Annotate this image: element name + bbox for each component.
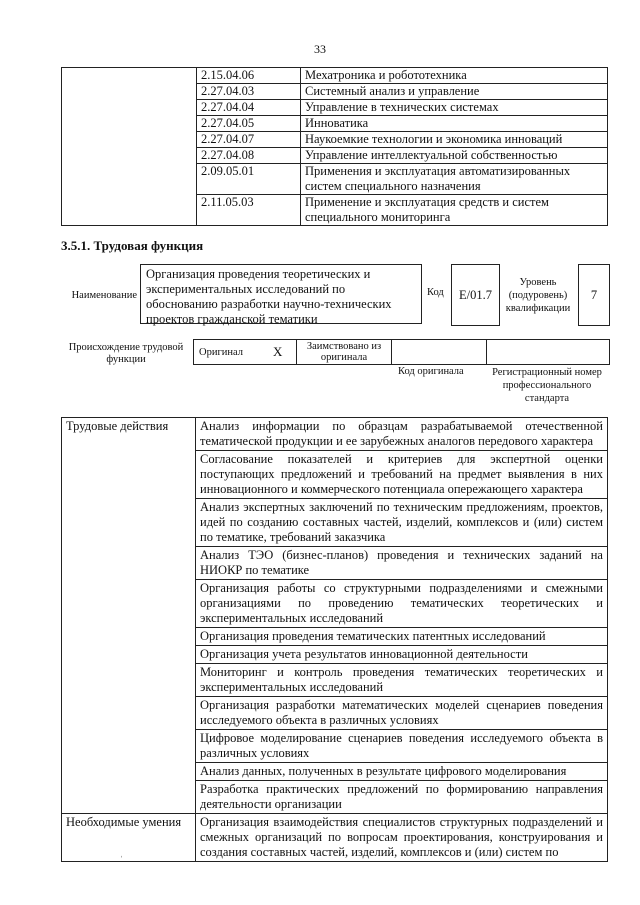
reg-number-cell bbox=[487, 340, 610, 365]
original-mark: X bbox=[268, 340, 297, 365]
stray-mark: ˈ bbox=[120, 855, 124, 866]
labor-action-row-text: Организация проведения тематических патентных исследований bbox=[196, 628, 608, 646]
specialty-name: Управление интеллектуальной собственностью bbox=[301, 148, 608, 164]
labor-action-row-text: Разработка практических предложений по формированию направления деятельности организации bbox=[196, 781, 608, 814]
reg-number-label: Регистрационный номер профессионального стандарта bbox=[492, 367, 602, 404]
labor_actions-label: Трудовые действия bbox=[62, 418, 196, 814]
empty-cell bbox=[62, 68, 197, 226]
function-code: E/01.7 bbox=[451, 264, 500, 326]
labor-action-row-text: Анализ данных, полученных в результате цифрового моделирования bbox=[196, 763, 608, 781]
labor-action-row-text: Согласование показателей и критериев для экспертной оценки поступающих предложений и требований на предмет выявления в них инновационного и коммерческого потенциала опережающего характера bbox=[196, 451, 608, 499]
specialty-code: 2.27.04.03 bbox=[197, 84, 301, 100]
origin-label: Происхождение трудовой функции bbox=[68, 342, 184, 365]
skill-row-text: Организация взаимодействия специалистов структурных подразделений и смежных организаций по вопросам проектирования, конструирования и создания составных частей, изделий, комплексов и (или) систем по bbox=[196, 814, 608, 862]
labor-function-table bbox=[61, 417, 608, 862]
origin-table bbox=[193, 339, 610, 365]
labor-action-row-text: Организация разработки математических моделей сценариев поведения исследуемого объекта в различных условиях bbox=[196, 697, 608, 730]
specialty-code: 2.09.05.01 bbox=[197, 164, 301, 195]
specialty-name: Мехатроника и робототехника bbox=[301, 68, 608, 84]
page-number: 33 bbox=[314, 42, 326, 56]
specialty-name: Системный анализ и управление bbox=[301, 84, 608, 100]
origin-code-cell bbox=[392, 340, 487, 365]
borrowed-label: Заимствовано из оригинала bbox=[297, 340, 392, 365]
specialty-code: 2.27.04.04 bbox=[197, 100, 301, 116]
skill-row bbox=[62, 814, 608, 862]
labor-action-row-text: Мониторинг и контроль проведения тематических теоретических и экспериментальных исследований bbox=[196, 664, 608, 697]
labor-action-row-text: Организация учета результатов инновационной деятельности bbox=[196, 646, 608, 664]
level-label: Уровень (подуровень) квалификации bbox=[505, 277, 571, 314]
labor-action-row bbox=[62, 418, 608, 451]
labor-action-row-text: Анализ экспертных заключений по техническим предложениям, проектов, идей по созданию составных частей, изделий, комплексов и (или) систем по тематике, требований заказчика bbox=[196, 499, 608, 547]
original-label: Оригинал bbox=[194, 340, 269, 365]
labor-action-row-text: Цифровое моделирование сценариев поведения исследуемого объекта в различных условиях bbox=[196, 730, 608, 763]
specialty-code: 2.15.04.06 bbox=[197, 68, 301, 84]
skills-label: Необходимые умения bbox=[62, 814, 196, 862]
function-level: 7 bbox=[578, 264, 610, 326]
function-name: Организация проведения теоретических и экспериментальных исследований по обоснованию разработки научно-технических проектов гражданской тематики bbox=[140, 264, 422, 324]
labor-action-row-text: Организация работы со структурными подразделениями и смежными организациями по проведению тематических теоретических и экспериментальных исследований bbox=[196, 580, 608, 628]
specialty-name: Наукоемкие технологии и экономика инноваций bbox=[301, 132, 608, 148]
specialty-code: 2.27.04.07 bbox=[197, 132, 301, 148]
labor-action-row-text: Анализ ТЭО (бизнес-планов) проведения и технических заданий на НИОКР по тематике bbox=[196, 547, 608, 580]
labor-action-row-text: Анализ информации по образцам разрабатываемой отечественной тематической продукции и ее зарубежных аналогов передового характера bbox=[196, 418, 608, 451]
specialty-code: 2.11.05.03 bbox=[197, 195, 301, 226]
specialty-row bbox=[62, 68, 608, 84]
specialty-name: Применения и эксплуатация автоматизированных систем специального назначения bbox=[301, 164, 608, 195]
specialty-name: Инноватика bbox=[301, 116, 608, 132]
specialty-name: Управление в технических системах bbox=[301, 100, 608, 116]
name-label: Наименование bbox=[71, 290, 137, 301]
specialties-table bbox=[61, 67, 608, 226]
specialty-code: 2.27.04.08 bbox=[197, 148, 301, 164]
section-title: 3.5.1. Трудовая функция bbox=[61, 238, 204, 253]
specialty-name: Применение и эксплуатация средств и систем специального мониторинга bbox=[301, 195, 608, 226]
specialty-code: 2.27.04.05 bbox=[197, 116, 301, 132]
code-label: Код bbox=[427, 287, 444, 298]
origin-code-label: Код оригинала bbox=[398, 366, 464, 377]
